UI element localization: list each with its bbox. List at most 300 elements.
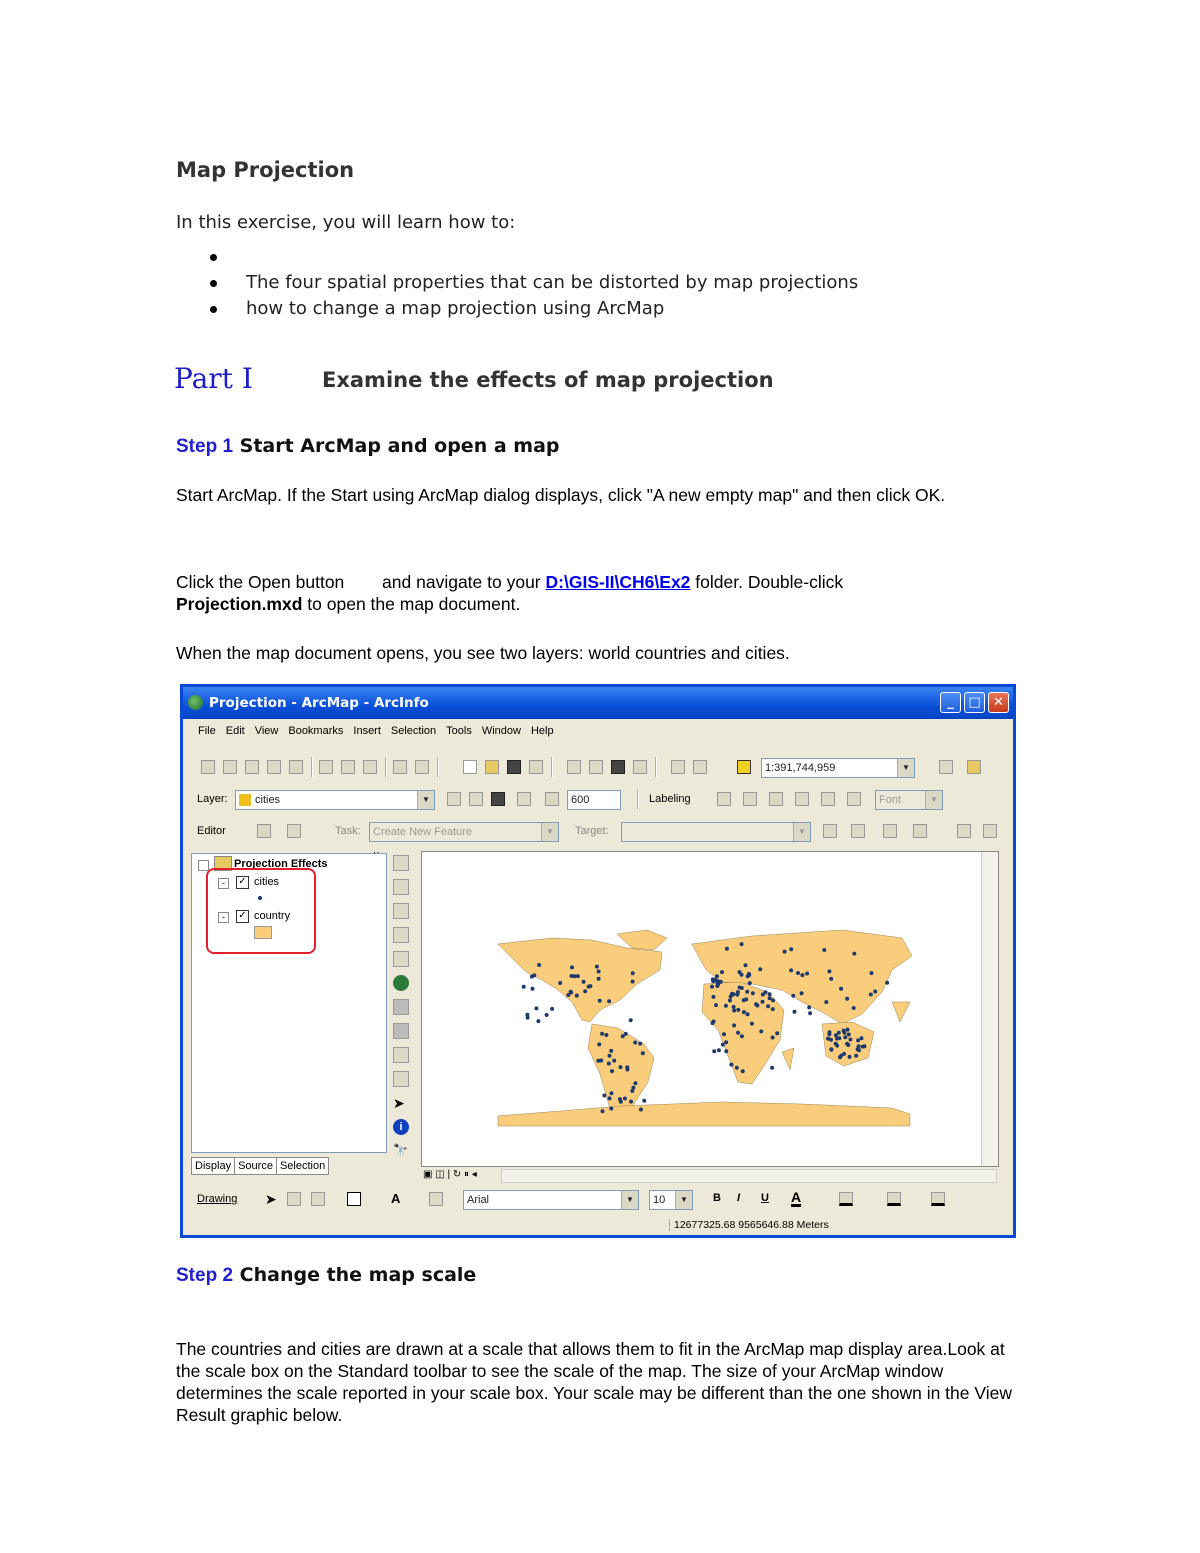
city-point bbox=[712, 995, 716, 999]
separator bbox=[655, 757, 657, 777]
font-value: Arial bbox=[467, 1194, 490, 1206]
city-point bbox=[771, 1036, 775, 1040]
labeling-menu[interactable]: Labeling bbox=[649, 793, 691, 805]
city-point bbox=[629, 1100, 633, 1104]
open-folder-icon[interactable] bbox=[485, 760, 499, 774]
city-point bbox=[822, 948, 826, 952]
city-point bbox=[770, 1066, 774, 1070]
city-point bbox=[714, 1003, 718, 1007]
madagascar bbox=[782, 1048, 794, 1070]
close-button[interactable]: ✕ bbox=[988, 692, 1009, 713]
snapping-icon[interactable] bbox=[545, 792, 559, 806]
city-point bbox=[641, 1051, 645, 1055]
north-america bbox=[498, 938, 662, 1022]
edit-tool-icon[interactable] bbox=[851, 824, 865, 838]
target-select[interactable] bbox=[621, 822, 811, 842]
maximize-button[interactable]: □ bbox=[964, 692, 985, 713]
city-point bbox=[638, 1042, 642, 1046]
city-point bbox=[829, 977, 833, 981]
paste-icon[interactable] bbox=[611, 760, 625, 774]
city-point bbox=[834, 1042, 838, 1046]
swipe-icon[interactable] bbox=[517, 792, 531, 806]
city-point bbox=[885, 981, 889, 985]
city-point bbox=[738, 970, 742, 974]
city-point bbox=[724, 1004, 728, 1008]
city-point bbox=[746, 974, 750, 978]
horizontal-scrollbar[interactable] bbox=[501, 1169, 997, 1183]
brightness-icon[interactable] bbox=[469, 792, 483, 806]
city-point bbox=[625, 1068, 629, 1072]
separator bbox=[311, 757, 313, 777]
city-point bbox=[716, 982, 720, 986]
city-point bbox=[834, 1033, 838, 1037]
city-point bbox=[827, 969, 831, 973]
menu-view[interactable]: View bbox=[254, 725, 279, 737]
city-point bbox=[558, 981, 562, 985]
part-label: Part I bbox=[174, 362, 253, 395]
chevron-down-icon: ▼ bbox=[897, 759, 914, 777]
city-point bbox=[783, 950, 787, 954]
city-point bbox=[807, 1005, 811, 1009]
standard-toolbar bbox=[187, 755, 1009, 783]
tools-toolbar bbox=[391, 855, 413, 1195]
tool-icon[interactable] bbox=[201, 760, 215, 774]
list-item: The four spatial properties that can be distorted by map projections bbox=[176, 270, 858, 296]
menu-help[interactable]: Help bbox=[530, 725, 554, 737]
step2-title: Change the map scale bbox=[239, 1264, 477, 1286]
tool-icon[interactable] bbox=[341, 760, 355, 774]
city-point bbox=[742, 1010, 746, 1014]
city-point bbox=[631, 971, 635, 975]
label-tool-icon[interactable] bbox=[795, 792, 809, 806]
city-point bbox=[712, 1049, 716, 1053]
new-text-icon[interactable]: A bbox=[391, 1191, 401, 1206]
city-point bbox=[791, 994, 795, 998]
text-run: Click the Open button bbox=[176, 572, 345, 592]
step2-heading bbox=[176, 1264, 476, 1287]
back-icon[interactable] bbox=[393, 999, 409, 1015]
chevron-down-icon: ▼ bbox=[541, 823, 558, 841]
text-run: and navigate to your bbox=[382, 572, 541, 592]
fixed-zoom-in-icon[interactable] bbox=[393, 903, 409, 919]
city-point bbox=[742, 998, 746, 1002]
step1-paragraph-1: Start ArcMap. If the Start using ArcMap dialog displays, click "A new empty map" and then click OK. bbox=[176, 485, 946, 505]
italic-button[interactable]: I bbox=[737, 1192, 741, 1204]
fixed-zoom-out-icon[interactable] bbox=[393, 927, 409, 943]
minimize-button[interactable]: _ bbox=[940, 692, 961, 713]
find-icon[interactable]: 🔭 bbox=[393, 1143, 408, 1157]
layout-view-buttons[interactable]: ▣ ◫ | ↻ ⏸ ◂ bbox=[423, 1169, 477, 1180]
page-title: Map Projection bbox=[176, 158, 355, 182]
font-color-icon[interactable]: A bbox=[791, 1189, 802, 1205]
map-display[interactable] bbox=[421, 851, 999, 1167]
city-point bbox=[826, 1037, 830, 1041]
label-tool-icon[interactable] bbox=[743, 792, 757, 806]
city-point bbox=[741, 1069, 745, 1073]
city-point bbox=[610, 1069, 614, 1073]
tolerance-value: 600 bbox=[571, 794, 590, 806]
city-point bbox=[595, 965, 599, 969]
folder-link[interactable]: D:\GIS-II\CH6\Ex2 bbox=[545, 572, 691, 592]
city-point bbox=[740, 1034, 744, 1038]
menu-bar bbox=[183, 721, 1013, 743]
checkbox-country[interactable]: ✓ bbox=[236, 910, 249, 923]
save-icon[interactable] bbox=[507, 760, 521, 774]
city-point bbox=[857, 1044, 861, 1048]
sketch-tool-icon[interactable] bbox=[287, 824, 301, 838]
city-point bbox=[856, 1038, 860, 1042]
tab-display[interactable]: Display bbox=[191, 1157, 235, 1175]
line-color-icon[interactable] bbox=[887, 1192, 901, 1206]
zoom-whole-page-icon[interactable] bbox=[311, 1192, 325, 1206]
zoom-out-icon[interactable] bbox=[393, 879, 409, 895]
select-elements-icon[interactable]: ➤ bbox=[265, 1191, 277, 1207]
city-point bbox=[732, 1023, 736, 1027]
city-point bbox=[607, 999, 611, 1003]
clear-selection-icon[interactable] bbox=[393, 1071, 409, 1087]
menu-bookmarks[interactable]: Bookmarks bbox=[288, 725, 344, 737]
separator bbox=[551, 757, 553, 777]
city-point bbox=[873, 990, 877, 994]
editor-toolbar bbox=[187, 819, 1009, 847]
city-point bbox=[789, 947, 793, 951]
city-point bbox=[573, 974, 577, 978]
city-point bbox=[598, 999, 602, 1003]
city-point bbox=[755, 1004, 759, 1008]
tool-icon[interactable] bbox=[363, 760, 377, 774]
editor-toolbar-icon[interactable] bbox=[939, 760, 953, 774]
intro-text: In this exercise, you will learn how to: bbox=[176, 212, 516, 233]
tool-icon[interactable] bbox=[223, 760, 237, 774]
city-point bbox=[545, 1013, 549, 1017]
city-point bbox=[633, 1081, 637, 1085]
highlight-box bbox=[206, 868, 316, 954]
list-item: how to change a map projection using ArcMap bbox=[176, 296, 858, 322]
transparency-icon[interactable] bbox=[447, 792, 461, 806]
city-point bbox=[537, 963, 541, 967]
layer-value: cities bbox=[255, 794, 281, 806]
step2-paragraph-1: The countries and cities are drawn at a scale that allows them to fit in the ArcMap map display area.Look at the scale box on the Standard toolbar to see the scale of the map. The size of your ArcMap window determines the scale reported in your scale box. Your scale may be different than the one shown in the View Result graphic below. bbox=[176, 1339, 1012, 1425]
select-elements-icon[interactable]: ➤ bbox=[393, 1095, 405, 1111]
world-map bbox=[422, 852, 982, 1166]
font-size-value: 10 bbox=[653, 1194, 666, 1206]
list-item bbox=[176, 244, 858, 270]
pan-icon[interactable] bbox=[393, 951, 409, 967]
chevron-down-icon: ▼ bbox=[621, 1191, 638, 1209]
edit-tool-icon[interactable] bbox=[823, 824, 837, 838]
layer-icon bbox=[239, 794, 251, 806]
city-point bbox=[711, 1021, 715, 1025]
city-point bbox=[740, 942, 744, 946]
table-of-contents bbox=[191, 853, 387, 1153]
city-point bbox=[531, 987, 535, 991]
city-point bbox=[575, 994, 579, 998]
label-tool-icon[interactable] bbox=[821, 792, 835, 806]
bold-button[interactable]: B bbox=[713, 1192, 721, 1204]
tool-icon[interactable] bbox=[289, 760, 303, 774]
menu-window[interactable]: Window bbox=[481, 725, 521, 737]
menu-file[interactable]: File bbox=[198, 725, 216, 737]
city-point bbox=[725, 947, 729, 951]
menu-insert[interactable]: Insert bbox=[353, 725, 381, 737]
city-point bbox=[824, 1000, 828, 1004]
city-point bbox=[793, 1010, 797, 1014]
city-point bbox=[745, 990, 749, 994]
tab-selection[interactable]: Selection bbox=[276, 1157, 329, 1175]
city-point bbox=[724, 1040, 728, 1044]
layer-name-cities: cities bbox=[254, 876, 280, 888]
city-point bbox=[570, 965, 574, 969]
arcmap-window bbox=[180, 684, 1016, 1238]
rotate-icon[interactable] bbox=[287, 1192, 301, 1206]
layer-select[interactable] bbox=[235, 790, 435, 810]
step1-number: Step 1 bbox=[176, 436, 234, 457]
city-point bbox=[724, 1049, 728, 1053]
city-point bbox=[732, 1009, 736, 1013]
city-point bbox=[722, 1032, 726, 1036]
city-point bbox=[805, 972, 809, 976]
city-point bbox=[842, 1052, 846, 1056]
arctoolbox-icon[interactable] bbox=[967, 760, 981, 774]
city-point bbox=[847, 1033, 851, 1037]
city-point bbox=[789, 968, 793, 972]
edit-tool-icon[interactable] bbox=[257, 824, 271, 838]
splined-text-icon[interactable] bbox=[429, 1192, 443, 1206]
city-point bbox=[857, 1048, 861, 1052]
label-tool-icon[interactable] bbox=[847, 792, 861, 806]
city-point bbox=[534, 1006, 538, 1010]
city-point bbox=[566, 993, 570, 997]
greenland bbox=[617, 930, 667, 950]
city-point bbox=[845, 997, 849, 1001]
city-point bbox=[729, 1063, 733, 1067]
tool-icon[interactable] bbox=[245, 760, 259, 774]
vertical-scrollbar[interactable] bbox=[981, 852, 998, 1166]
city-point bbox=[846, 1028, 850, 1032]
layer-label: Layer: bbox=[197, 793, 228, 805]
city-point bbox=[608, 1096, 612, 1100]
collapse-icon[interactable]: - bbox=[218, 912, 229, 923]
editor-menu[interactable]: Editor bbox=[197, 825, 226, 837]
city-point bbox=[621, 1034, 625, 1038]
city-point bbox=[602, 1094, 606, 1098]
city-point bbox=[728, 999, 732, 1003]
tool-icon[interactable] bbox=[393, 760, 407, 774]
font-box-value: Font bbox=[879, 794, 902, 806]
city-point bbox=[612, 1059, 616, 1063]
city-point bbox=[717, 1048, 721, 1052]
city-point bbox=[619, 1065, 623, 1069]
window-title: Projection - ArcMap - ArcInfo bbox=[209, 695, 429, 711]
city-point bbox=[550, 1007, 554, 1011]
city-point bbox=[843, 1031, 847, 1035]
full-extent-icon[interactable] bbox=[393, 975, 409, 991]
undo-icon[interactable] bbox=[671, 760, 685, 774]
marker-color-icon[interactable] bbox=[931, 1192, 945, 1206]
city-point bbox=[610, 1091, 614, 1095]
edit-tool-icon[interactable] bbox=[913, 824, 927, 838]
identify-icon[interactable]: i bbox=[393, 1119, 409, 1135]
city-point bbox=[604, 1033, 608, 1037]
part-title: Examine the effects of map projection bbox=[322, 368, 774, 392]
city-point bbox=[848, 1038, 852, 1042]
city-point bbox=[735, 1066, 739, 1070]
islands bbox=[892, 1002, 910, 1022]
city-point bbox=[631, 1086, 635, 1090]
tool-icon[interactable] bbox=[319, 760, 333, 774]
city-point bbox=[761, 1000, 765, 1004]
city-point bbox=[532, 973, 536, 977]
city-point bbox=[721, 1043, 725, 1047]
city-point bbox=[845, 1042, 849, 1046]
city-point bbox=[629, 1018, 633, 1022]
city-point bbox=[526, 1016, 530, 1020]
city-point bbox=[800, 991, 804, 995]
chevron-down-icon: ▼ bbox=[417, 791, 434, 809]
toc-tabs bbox=[191, 1157, 328, 1175]
city-point bbox=[522, 985, 526, 989]
city-point bbox=[854, 1054, 858, 1058]
task-label: Task: bbox=[335, 825, 361, 837]
city-point bbox=[609, 1049, 613, 1053]
tolerance-box[interactable] bbox=[567, 790, 621, 810]
underline-button[interactable]: U bbox=[761, 1192, 769, 1204]
edit-tool-icon[interactable] bbox=[957, 824, 971, 838]
city-point bbox=[863, 1044, 867, 1048]
city-point bbox=[843, 1035, 847, 1039]
city-point bbox=[720, 970, 724, 974]
arcmap-globe-icon bbox=[188, 695, 203, 710]
menu-edit[interactable]: Edit bbox=[225, 725, 245, 737]
window-titlebar bbox=[183, 687, 1013, 719]
label-tool-icon[interactable] bbox=[717, 792, 731, 806]
collapse-icon[interactable]: - bbox=[218, 878, 229, 889]
city-point bbox=[732, 1005, 736, 1009]
city-point bbox=[852, 952, 856, 956]
select-features-icon[interactable] bbox=[393, 1047, 409, 1063]
city-point bbox=[583, 989, 587, 993]
drawing-menu[interactable]: Drawing bbox=[197, 1193, 238, 1205]
rectangle-icon[interactable] bbox=[347, 1192, 361, 1206]
city-point bbox=[796, 971, 800, 975]
step1-heading bbox=[176, 435, 560, 458]
city-point bbox=[768, 992, 772, 996]
city-point bbox=[609, 1107, 613, 1111]
city-point bbox=[829, 1047, 833, 1051]
city-point bbox=[860, 1036, 864, 1040]
checkbox-cities[interactable]: ✓ bbox=[236, 876, 249, 889]
chevron-down-icon: ▼ bbox=[793, 823, 810, 841]
separator bbox=[437, 757, 439, 777]
step2-number: Step 2 bbox=[176, 1265, 234, 1286]
city-point bbox=[838, 1055, 842, 1059]
city-point bbox=[763, 990, 767, 994]
font-size-select[interactable] bbox=[649, 1190, 693, 1210]
city-point bbox=[800, 973, 804, 977]
chevron-down-icon: ▼ bbox=[925, 791, 942, 809]
edit-tool-icon[interactable] bbox=[883, 824, 897, 838]
step1-paragraph-2 bbox=[176, 571, 1016, 615]
city-point bbox=[536, 1019, 540, 1023]
antarctica bbox=[498, 1102, 910, 1126]
status-bar bbox=[183, 1217, 1013, 1235]
fill-color-icon[interactable] bbox=[839, 1192, 853, 1206]
city-point bbox=[588, 984, 592, 988]
separator bbox=[637, 789, 639, 809]
city-point bbox=[748, 981, 752, 985]
city-point bbox=[601, 1109, 605, 1113]
chevron-down-icon: ▼ bbox=[675, 1191, 692, 1209]
contrast-icon[interactable] bbox=[491, 792, 505, 806]
task-select[interactable] bbox=[369, 822, 559, 842]
edit-tool-icon[interactable] bbox=[983, 824, 997, 838]
add-data-icon[interactable] bbox=[737, 760, 751, 774]
city-point bbox=[731, 992, 735, 996]
city-point bbox=[619, 1100, 623, 1104]
tool-icon[interactable] bbox=[415, 760, 429, 774]
step1-title: Start ArcMap and open a map bbox=[239, 435, 560, 457]
delete-icon[interactable] bbox=[633, 760, 647, 774]
zoom-in-icon[interactable] bbox=[393, 855, 409, 871]
city-point bbox=[750, 1022, 754, 1026]
city-point bbox=[751, 991, 755, 995]
city-point bbox=[837, 1036, 841, 1040]
label-font-box[interactable] bbox=[875, 790, 943, 810]
scale-value: 1:391,744,959 bbox=[765, 762, 836, 774]
step1-paragraph-3: When the map document opens, you see two layers: world countries and cities. bbox=[176, 643, 790, 663]
city-point bbox=[597, 1042, 601, 1046]
tab-source[interactable]: Source bbox=[234, 1157, 277, 1175]
task-value: Create New Feature bbox=[373, 826, 473, 838]
city-point bbox=[608, 1054, 612, 1058]
city-point bbox=[600, 1032, 604, 1036]
label-tool-icon[interactable] bbox=[769, 792, 783, 806]
city-point bbox=[597, 970, 601, 974]
city-point bbox=[569, 990, 573, 994]
layer-name-country: country bbox=[254, 910, 291, 922]
cut-icon[interactable] bbox=[567, 760, 581, 774]
city-point bbox=[633, 1041, 637, 1045]
objectives-list bbox=[176, 244, 858, 322]
city-point bbox=[758, 967, 762, 971]
city-point bbox=[736, 1031, 740, 1035]
data-frame-name: Projection Effects bbox=[234, 858, 328, 870]
city-point bbox=[642, 1099, 646, 1103]
scale-box[interactable] bbox=[761, 758, 915, 778]
status-coordinates: 12677325.68 9565646.88 Meters bbox=[669, 1219, 829, 1231]
city-point bbox=[715, 974, 719, 978]
city-point bbox=[870, 971, 874, 975]
mxd-filename: Projection.mxd bbox=[176, 594, 303, 614]
drawing-toolbar bbox=[187, 1187, 1009, 1215]
new-document-icon[interactable] bbox=[463, 760, 477, 774]
copy-icon[interactable] bbox=[589, 760, 603, 774]
forward-icon[interactable] bbox=[393, 1023, 409, 1039]
menu-tools[interactable]: Tools bbox=[446, 725, 472, 737]
city-point bbox=[808, 1011, 812, 1015]
city-point bbox=[746, 1012, 750, 1016]
font-select[interactable] bbox=[463, 1190, 639, 1210]
city-point bbox=[736, 1008, 740, 1012]
menu-selection[interactable]: Selection bbox=[390, 725, 437, 737]
city-point bbox=[582, 980, 586, 984]
city-point bbox=[597, 977, 601, 981]
city-point bbox=[639, 1108, 643, 1112]
effects-toolbar bbox=[187, 787, 1009, 815]
print-icon[interactable] bbox=[529, 760, 543, 774]
redo-icon[interactable] bbox=[693, 760, 707, 774]
tool-icon[interactable] bbox=[267, 760, 281, 774]
